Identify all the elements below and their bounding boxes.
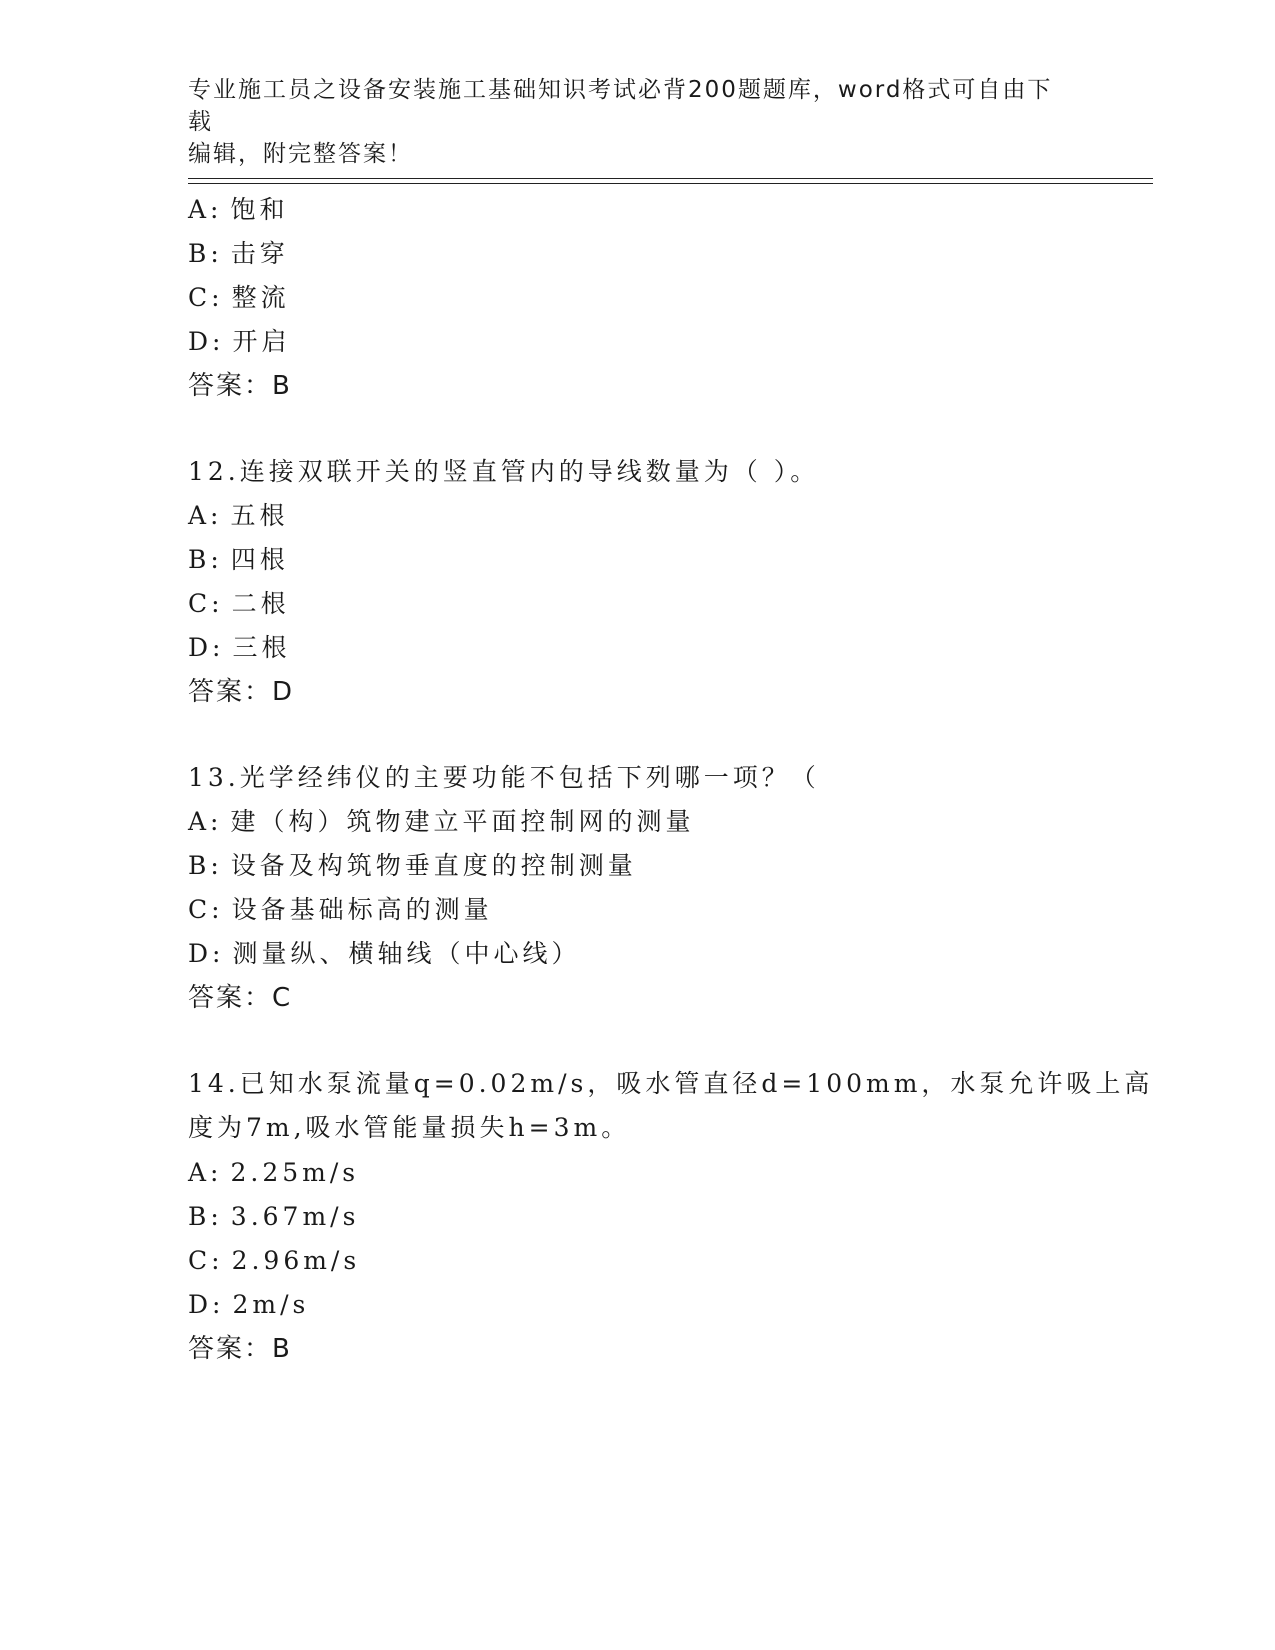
- q13-option-a: A: 建（构）筑物建立平面控制网的测量: [188, 807, 695, 836]
- q13-option-c: C: 设备基础标高的测量: [188, 895, 493, 924]
- document-header: [188, 74, 1068, 170]
- q11-option-b: B: 击穿: [188, 239, 289, 268]
- q13-option-b: B: 设备及构筑物垂直度的控制测量: [188, 851, 637, 880]
- q11-answer: 答案：B: [188, 371, 292, 401]
- header-divider-top: [188, 178, 1153, 179]
- q12-option-c: C: 二根: [188, 589, 290, 618]
- header-line-2: 编辑，附完整答案！: [188, 141, 413, 167]
- q12-answer: 答案：D: [188, 677, 295, 707]
- q13-option-d: D: 测量纵、横轴线（中心线）: [188, 939, 581, 968]
- q12-option-b: B: 四根: [188, 545, 289, 574]
- q11-option-c: C: 整流: [188, 283, 290, 312]
- q14-stem-line-1: 14.已知水泵流量q=0.02m/s，吸水管直径d=100mm，水泵允许吸上高: [188, 1069, 1154, 1098]
- q14-option-a: A: 2.25m/s: [188, 1158, 360, 1187]
- q11-option-d: D: 开启: [188, 327, 291, 356]
- q11-option-a: A: 饱和: [188, 195, 289, 224]
- q14-stem-line-2: 度为7m,吸水管能量损失h=3m。: [188, 1113, 631, 1142]
- q12-stem: 12.连接双联开关的竖直管内的导线数量为（ ）。: [188, 457, 820, 486]
- q14-option-d: D: 2m/s: [188, 1290, 310, 1319]
- q14-answer: 答案：B: [188, 1334, 292, 1364]
- q13-stem: 13.光学经纬仪的主要功能不包括下列哪一项？（: [188, 763, 820, 792]
- q14-option-c: C: 2.96m/s: [188, 1246, 361, 1275]
- q12-option-a: A: 五根: [188, 501, 289, 530]
- header-line-1: 专业施工员之设备安装施工基础知识考试必背200题题库，word格式可自由下载: [188, 77, 1053, 135]
- q13-answer: 答案：C: [188, 983, 293, 1013]
- header-divider-bottom: [188, 183, 1153, 184]
- q12-option-d: D: 三根: [188, 633, 291, 662]
- q14-option-b: B: 3.67m/s: [188, 1202, 360, 1231]
